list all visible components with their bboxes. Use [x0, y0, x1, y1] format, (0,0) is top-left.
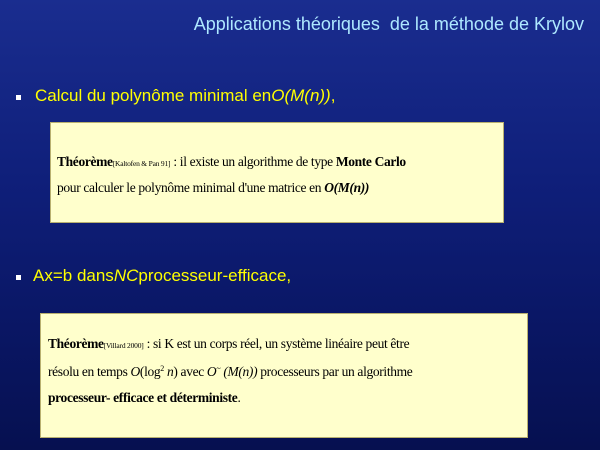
bullet-text-after: processeur-efficace,	[138, 266, 292, 285]
theorem-math-mn: (M(n))	[220, 364, 258, 379]
theorem-text: : si K est un corps réel, un système linéaire peut être	[143, 336, 410, 351]
square-bullet-icon	[16, 95, 21, 100]
theorem-math-exponent: 2	[160, 364, 164, 373]
bullet-text: Calcul du polynôme minimal en	[35, 86, 272, 105]
theorem-line	[57, 150, 503, 176]
theorem-math-n: n	[163, 364, 174, 379]
theorem-box-kaltofen-pan	[50, 122, 504, 223]
theorem-text: processeurs par un algorithme	[257, 364, 413, 379]
theorem-text: résolu en temps	[48, 364, 131, 379]
bullet-suffix: ,	[330, 86, 336, 105]
theorem-text: avec	[177, 364, 207, 379]
theorem-math-close: )	[173, 364, 178, 379]
theorem-text: pour calculer le polynôme minimal d'une matrice en	[57, 180, 325, 195]
theorem-math-o: O	[130, 364, 140, 379]
bullet-minimal-polynomial	[16, 86, 335, 106]
bullet-text: Ax=b dans	[33, 266, 114, 285]
theorem-line	[48, 385, 527, 411]
theorem-citation: [Villard 2000]	[103, 341, 144, 350]
bullet-complexity: O(M(n))	[271, 86, 331, 105]
theorem-label: Théorème	[57, 154, 113, 169]
theorem-line	[48, 331, 527, 359]
bullet-linear-system	[16, 266, 291, 286]
theorem-bold-term: Monte Carlo	[335, 154, 406, 169]
theorem-bold-term: processeur- efficace et déterministe	[48, 390, 238, 405]
theorem-math: O(M(n))	[324, 180, 370, 195]
theorem-box-villard	[40, 313, 528, 438]
theorem-line	[48, 359, 527, 385]
theorem-label: Théorème	[48, 336, 104, 351]
theorem-citation: [Kaltofen & Pan 91]	[112, 159, 171, 168]
theorem-math-tilde: ~	[216, 364, 221, 373]
theorem-text: : il existe un algorithme de type	[170, 154, 336, 169]
theorem-math-log: (log	[139, 364, 161, 379]
theorem-line	[57, 176, 503, 200]
bullet-nc: NC	[113, 266, 139, 285]
square-bullet-icon	[16, 275, 21, 280]
slide-title: Applications théoriques de la méthode de Krylov	[193, 14, 584, 34]
theorem-math-o-tilde: O	[206, 364, 217, 379]
theorem-text: .	[237, 390, 241, 405]
